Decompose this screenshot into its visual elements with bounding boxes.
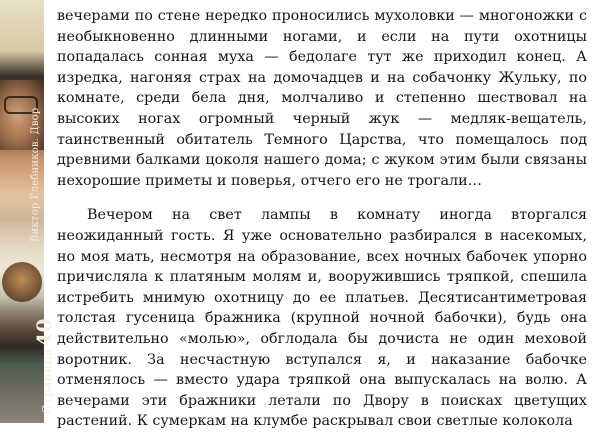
dog-photo-image xyxy=(2,262,42,302)
paragraph-2: Вечером на свет лампы в комнату иногда вторгался неожиданный гость. Я уже основательно разбирался в насекомых, но моя мать, несмотря на образование, всех ночных бабочек упорно причисляла к платяным молям и, вооружившись тряпкой, спешила истребить мнимую охотницу до ее платьев. Десятисантиметровая толстая гусеница бражника (крупной ночной бабочки), будь она действительно «молью», обглодала бы дочиста не один меховой воротник. За несчастную вступался я, и наказание бабочке отменялось — вместо удара тряпкой она выпускалась на волю. А вечерами эти бражники летали по Двору в поисках цветущих растений. К сумеркам на клумбе раскрывал свои светлые колокола xyxy=(57,207,587,430)
page-number: 40 xyxy=(32,318,56,347)
paragraph-1: вечерами по стене нередко проносились мухоловки — многоножки с необыкновенно длинными ногами, и если на пути охотницы попадалась сонная муха — бедолаге тут же приходил конец. А изредка, нагоняя страх на домочадцев и на собачонку Жульку, по комнате, среди бела дня, молчаливо и степенно шествовал на высоких ногах огромный черный жук — медляк-вещатель, таинственный обитатель Темного Царства, что помещалось под древними балками цоколя нашего дома; с жуком этим были связаны нехорошие приметы и поверья, отчего его не трогали… xyxy=(57,8,587,189)
page-number-label xyxy=(32,319,56,414)
page-word: Страница xyxy=(40,348,54,414)
author-title-vertical: Виктор Глебников. Двор xyxy=(30,107,41,242)
page-body-text xyxy=(57,6,587,432)
